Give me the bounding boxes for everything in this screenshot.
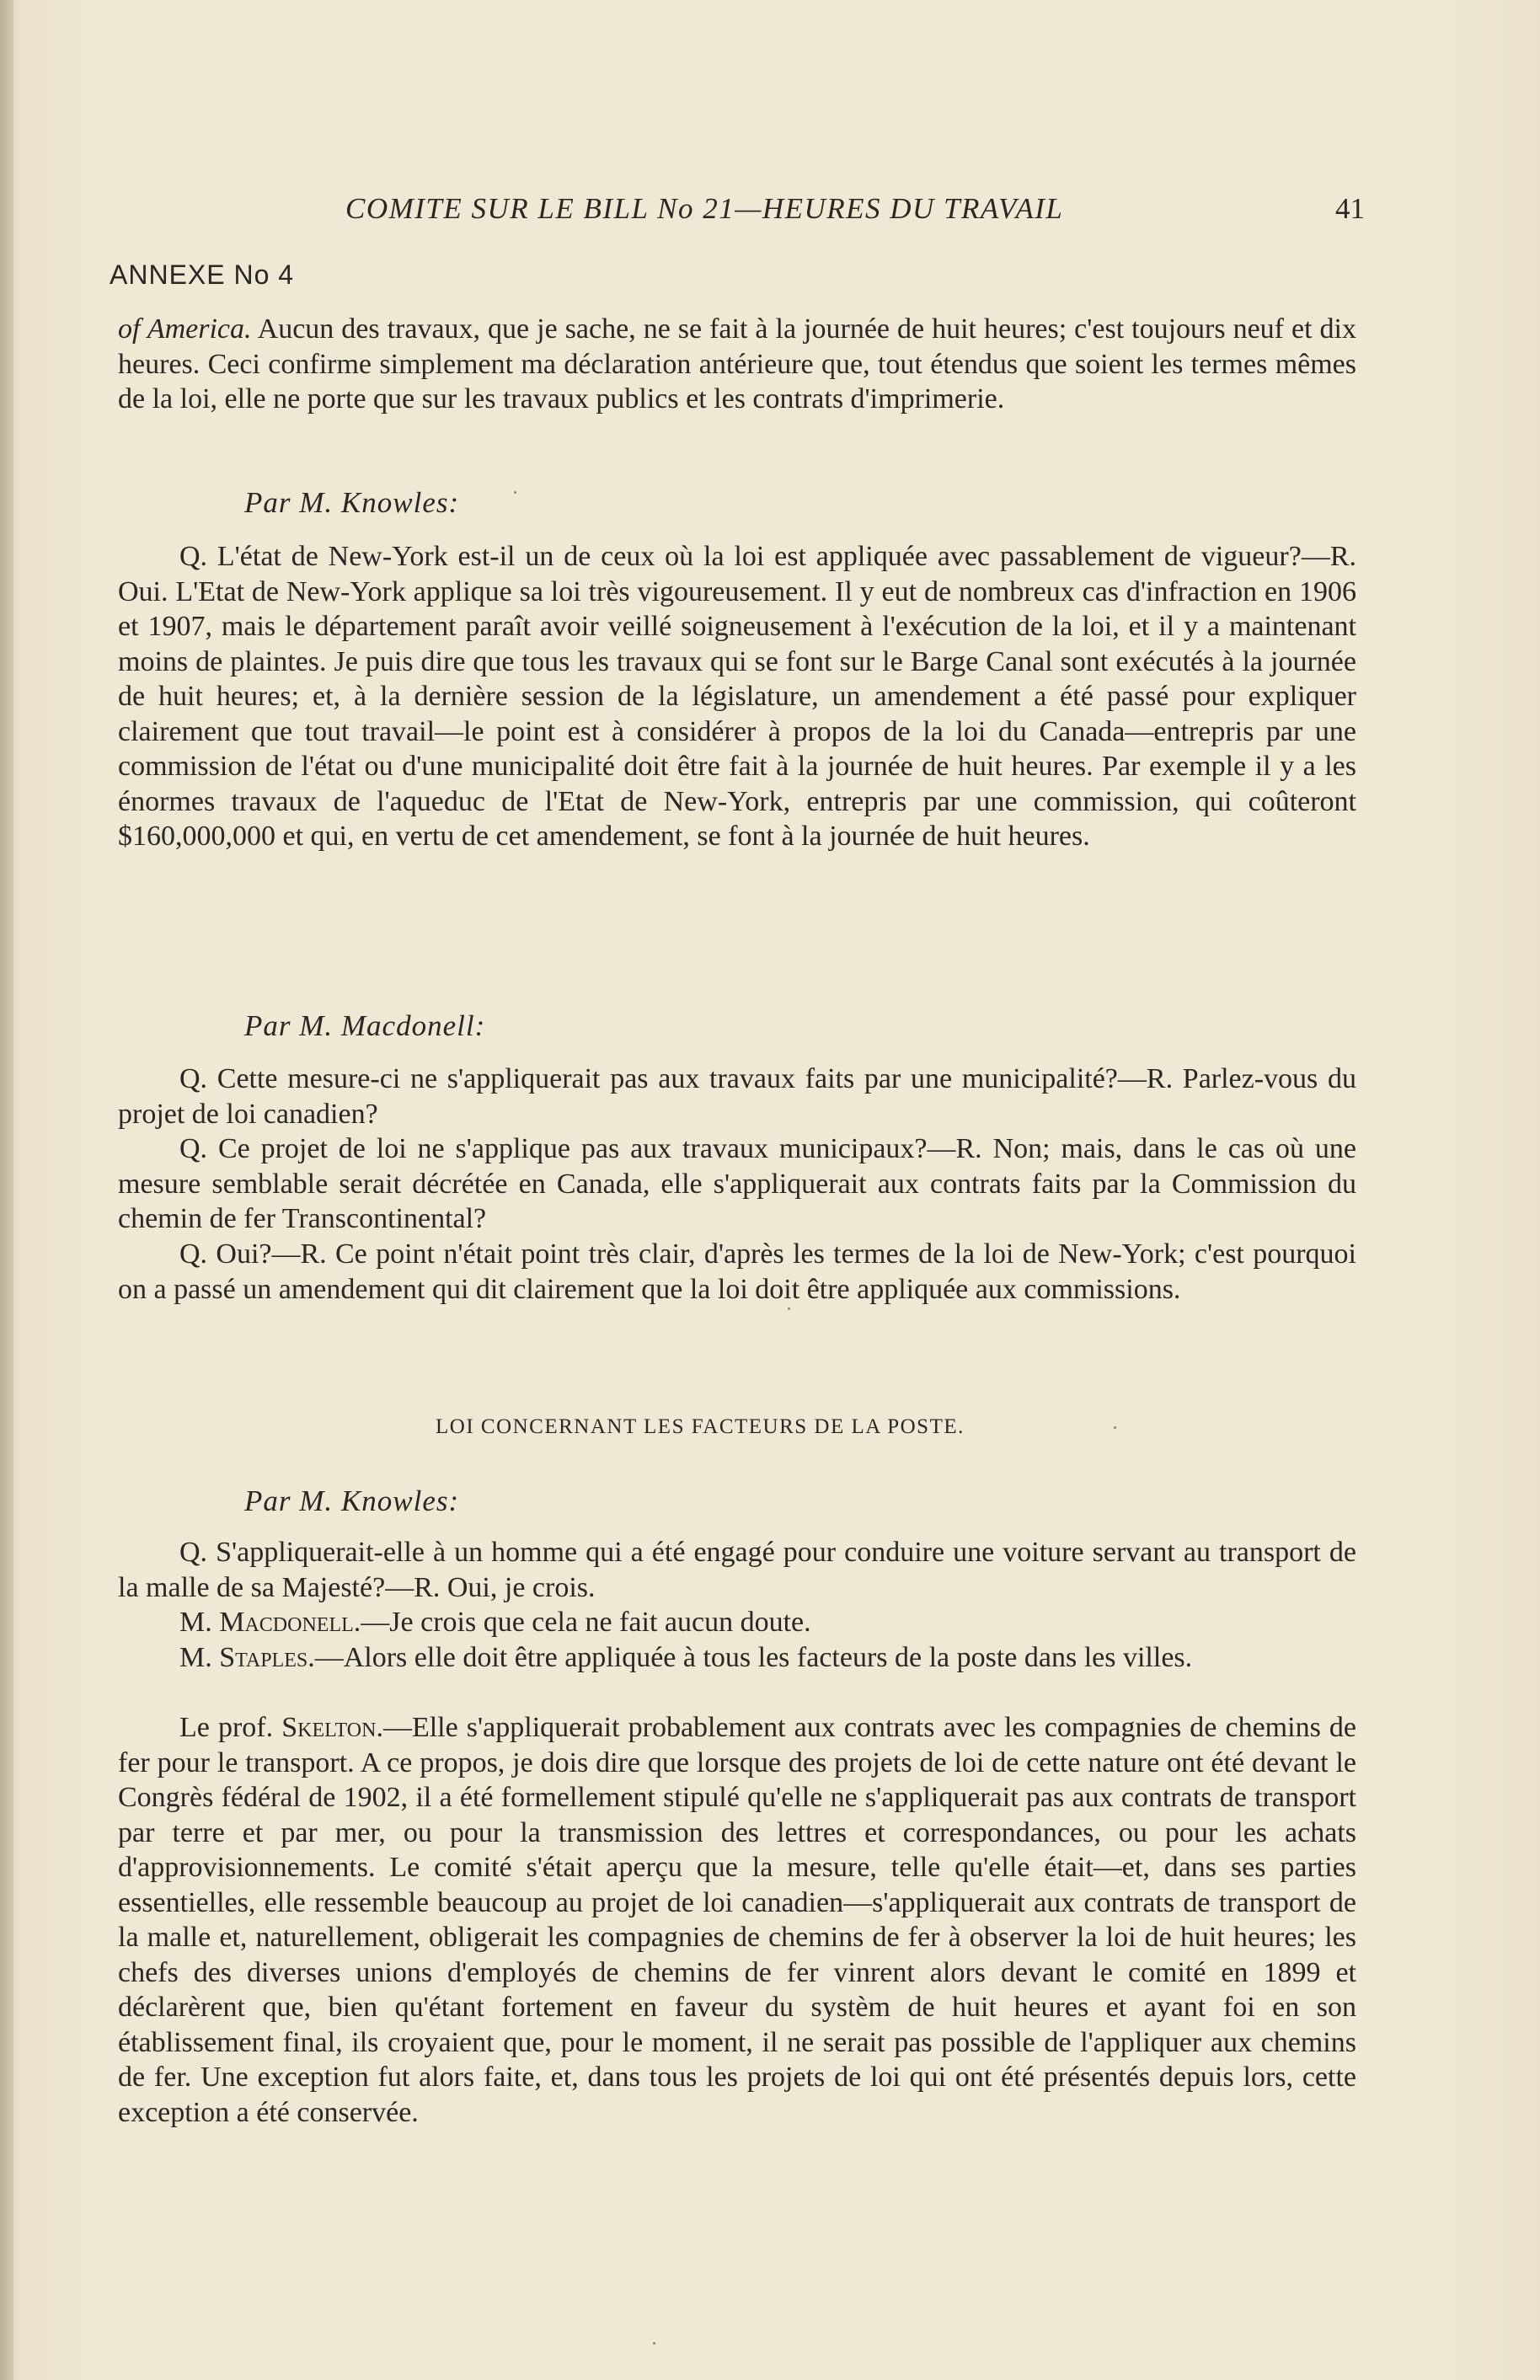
- paragraph-skelton: [118, 1710, 1356, 2130]
- section-heading: LOI CONCERNANT LES FACTEURS DE LA POSTE.: [436, 1415, 965, 1438]
- paper-speck: [653, 2342, 655, 2345]
- speaker-name: Skelton.: [281, 1712, 383, 1743]
- paragraph-continued: [118, 312, 1356, 417]
- speaker-heading-knowles-2: Par M. Knowles:: [244, 1484, 460, 1517]
- annex-label: ANNEXE No 4: [110, 259, 295, 290]
- running-title: COMITE SUR LE BILL No 21—HEURES DU TRAVAIL: [345, 192, 1064, 225]
- speaker-heading-knowles: Par M. Knowles:: [244, 486, 460, 519]
- paragraph-question-mail-carrier: Q. S'appliquerait-elle à un homme qui a été engagé pour conduire une voiture servant au transport de la malle de sa Majesté?—R. Oui, je crois.: [118, 1537, 1356, 1603]
- page-number: 41: [1335, 192, 1365, 225]
- page-binding-edge: [0, 0, 13, 2380]
- paragraph-text: Aucun des travaux, que je sache, ne se fait à la journée de huit heures; c'est toujours neuf et dix heures. Ceci confirme simplement ma déclaration antérieure que, tout étendus que soient les termes mêmes de la loi, elle ne porte que sur les travaux publics et les contrats d'imprimerie.: [118, 313, 1356, 414]
- paragraph-question-new-york: Q. L'état de New-York est-il un de ceux où la loi est appliquée avec passablement de vigueur?—R. Oui. L'Etat de New-York applique sa loi très vigoureusement. Il y eut de nombreux cas d'infraction en 1906 et 1907, mais le département paraît avoir veillé soigneusement à l'exécution de la loi, et il y a maintenant moins de plaintes. Je puis dire que tous les travaux qui se font sur le Barge Canal sont exécutés à la journée de huit heures; et, à la dernière session de la législature, un amendement a été passé pour expliquer clairement que tout travail—le point est à considérer à propos de la loi du Canada—entrepris par une commission de l'état ou d'une municipalité doit être fait à la journée de huit heures. Par exemple il y a les énormes travaux de l'aqueduc de l'Etat de New-York, entrepris par une commission, qui coûteront $160,000,000 et qui, en vertu de cet amendement, se font à la journée de huit heures.: [118, 541, 1356, 852]
- paragraph-question-municipal-works: Q. Ce projet de loi ne s'applique pas aux travaux municipaux?—R. Non; mais, dans le cas où une mesure semblable serait décrétée en Canada, elle s'appliquerait aux contrats faits par la Commission du chemin de fer Transcontinental?: [118, 1133, 1356, 1234]
- speaker-name: M. Macdonell.: [179, 1607, 361, 1638]
- paragraph-text: —Elle s'appliquerait probablement aux contrats avec les compagnies de chemins de fer pour le transport. A ce propos, je dois dire que lorsque des projets de loi de cette nature ont été devant le Congrès fédéral de 1902, il a été formellement stipulé qu'elle ne s'appliquerait pas aux contrats de transport par terre et par mer, ou pour la transmission des lettres et correspondances, ou pour les achats d'approvisionnements. Le comité s'était aperçu que la mesure, telle qu'elle était—et, dans ses parties essentielles, elle ressemble beaucoup au projet de loi canadien—s'appliquerait aux contrats de transport de la malle et, naturellement, obligerait les compagnies de chemins de fer à observer la loi de huit heures; les chefs des diverses unions d'employés de chemins de fer vinrent alors devant le comité en 1899 et déclarèrent que, bien qu'étant fortement en faveur du systèm de huit heures et ayant foi en son établissement final, ils croyaient que, pour le moment, il ne serait pas possible de l'appliquer aux chemins de fer. Une exception fut alors faite, et, dans tous les projets de loi qui ont été présentés depuis lors, cette exception a été conservée.: [118, 1712, 1356, 2128]
- paragraph-staples: [118, 1640, 1356, 1676]
- paper-speck: [514, 491, 516, 494]
- speaker-heading-macdonell: Par M. Macdonell:: [244, 1009, 486, 1042]
- speaker-prefix: Le prof.: [179, 1712, 282, 1743]
- paper-speck: [1114, 1426, 1116, 1429]
- paper-speck: [788, 1308, 790, 1310]
- paragraph-text: —Je crois que cela ne fait aucun doute.: [361, 1607, 811, 1638]
- paragraph-question-commissions: Q. Oui?—R. Ce point n'était point très clair, d'après les termes de la loi de New-York; c'est pourquoi on a passé un amendement qui dit clairement que la loi doit être appliquée aux commissions.: [118, 1238, 1356, 1305]
- italic-lead: of America.: [118, 313, 252, 345]
- paragraph-question-municipality: Q. Cette mesure-ci ne s'appliquerait pas aux travaux faits par une municipalité?—R. Parlez-vous du projet de loi canadien?: [118, 1063, 1356, 1130]
- paragraph-macdonell: [118, 1605, 1356, 1640]
- speaker-name: M. Staples.: [179, 1642, 315, 1673]
- paragraph-text: —Alors elle doit être appliquée à tous les facteurs de la poste dans les villes.: [314, 1642, 1193, 1673]
